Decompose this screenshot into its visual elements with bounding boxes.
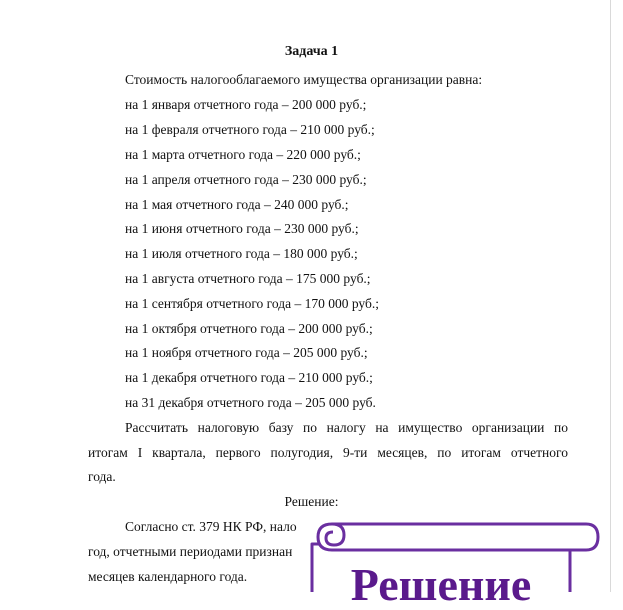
value-line: на 1 октября отчетного года – 200 000 руб.; — [125, 321, 373, 336]
value-line: на 1 января отчетного года – 200 000 руб.; — [125, 97, 367, 112]
solution-line: месяцев календарного года. — [88, 569, 248, 584]
task-title: Задача 1 — [284, 44, 339, 59]
solution-heading: Решение: — [284, 494, 339, 509]
value-line: на 1 августа отчетного года – 175 000 руб.; — [125, 271, 371, 286]
value-line: на 1 апреля отчетного года – 230 000 руб.; — [125, 172, 367, 187]
solution-line: Согласно ст. 379 НК РФ, нало — [125, 519, 297, 534]
value-line: на 1 декабря отчетного года – 210 000 руб.; — [125, 370, 373, 385]
solution-line: год, отчетными периодами признан — [88, 544, 293, 559]
value-line: на 1 марта отчетного года – 220 000 руб.; — [125, 147, 361, 162]
value-line: на 1 сентября отчетного года – 170 000 руб.; — [125, 296, 379, 311]
task-intro: Стоимость налогооблагаемого имущества организации равна: — [125, 72, 483, 87]
value-line: на 1 июня отчетного года – 230 000 руб.; — [125, 221, 359, 236]
scroll-label: Решение — [350, 559, 532, 610]
question-line: итогам I квартала, первого полугодия, 9-ти месяцев, по итогам отчетного — [88, 445, 568, 460]
question-line: Рассчитать налоговую базу по налогу на имущество организации по — [125, 420, 568, 435]
value-line: на 1 мая отчетного года – 240 000 руб.; — [125, 197, 349, 212]
value-line: на 1 ноября отчетного года – 205 000 руб.; — [125, 345, 368, 360]
value-line: на 1 июля отчетного года – 180 000 руб.; — [125, 246, 358, 261]
value-line: на 31 декабря отчетного года – 205 000 руб. — [125, 395, 376, 410]
question-line: года. — [88, 469, 116, 484]
value-line: на 1 февраля отчетного года – 210 000 руб.; — [125, 122, 375, 137]
